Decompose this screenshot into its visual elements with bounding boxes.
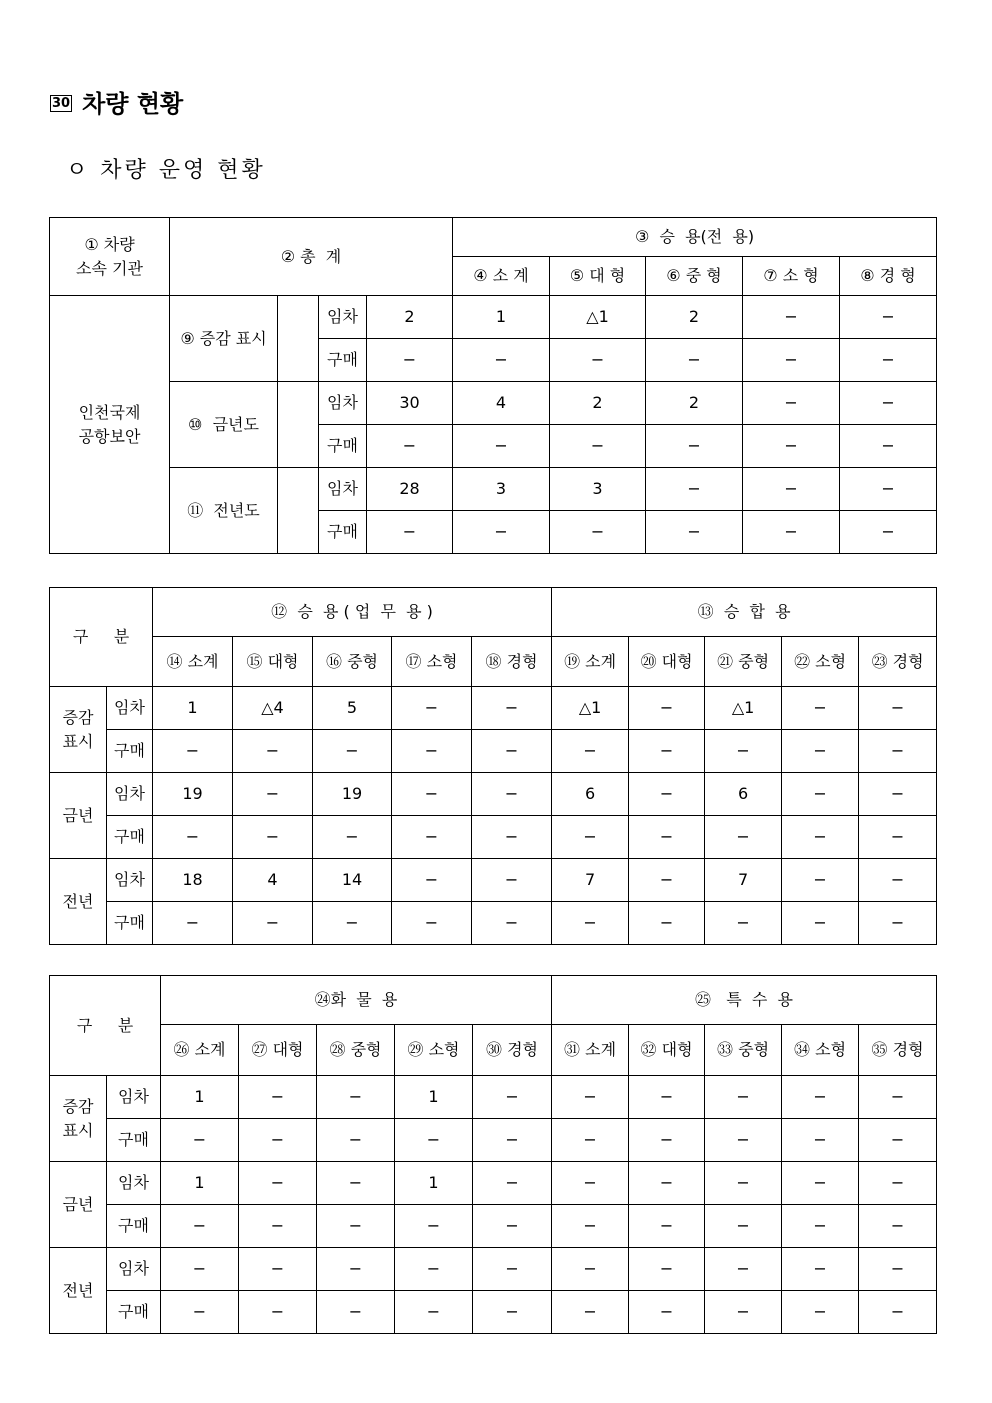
group-label: ⑩ 금년도 [170, 382, 278, 468]
value-cell: − [472, 816, 552, 859]
blank-cell [278, 382, 319, 468]
value-cell: − [473, 1119, 552, 1162]
value-cell: − [392, 773, 472, 816]
value-cell: − [743, 511, 840, 554]
sub-header: ㉘ 중형 [317, 1025, 395, 1076]
row-type: 임차 [107, 773, 153, 816]
value-cell: − [782, 859, 859, 902]
value-cell: − [859, 1162, 937, 1205]
value-cell: − [392, 816, 472, 859]
table-row [50, 382, 937, 425]
value-cell: − [313, 816, 392, 859]
value-cell: 3 [550, 468, 646, 511]
total-value: 28 [367, 468, 453, 511]
value-cell: − [743, 468, 840, 511]
value-cell: − [473, 1248, 552, 1291]
value-cell: − [395, 1119, 473, 1162]
sub-header: ⑭ 소계 [153, 637, 233, 687]
value-cell: − [705, 1291, 782, 1334]
sub-header: ⑮ 대형 [233, 637, 313, 687]
value-cell: − [317, 1291, 395, 1334]
sub-header: ⑥ 중 형 [646, 257, 743, 296]
sub-header: ⑧ 경 형 [840, 257, 937, 296]
table-row [50, 902, 937, 945]
value-cell: − [472, 902, 552, 945]
value-cell: − [233, 902, 313, 945]
value-cell: − [153, 730, 233, 773]
value-cell: − [840, 382, 937, 425]
sub-header: ㉖ 소계 [161, 1025, 239, 1076]
row-type: 임차 [319, 296, 367, 339]
value-cell: − [317, 1205, 395, 1248]
value-cell: − [705, 1076, 782, 1119]
value-cell: − [317, 1162, 395, 1205]
value-cell: − [743, 382, 840, 425]
value-cell: − [859, 730, 937, 773]
division-header: 구 분 [50, 588, 153, 687]
value-cell: − [782, 730, 859, 773]
value-cell: − [629, 730, 705, 773]
value-cell: − [859, 1119, 937, 1162]
table-row [50, 1248, 937, 1291]
value-cell: − [705, 1205, 782, 1248]
sub-header: ㉗ 대형 [239, 1025, 317, 1076]
value-cell: − [629, 1119, 705, 1162]
value-cell: − [153, 902, 233, 945]
value-cell: − [472, 859, 552, 902]
value-cell: − [313, 730, 392, 773]
value-cell: − [317, 1248, 395, 1291]
value-cell: △1 [705, 687, 782, 730]
row-type: 구매 [319, 425, 367, 468]
value-cell: − [782, 1248, 859, 1291]
sub-header: ㉙ 소형 [395, 1025, 473, 1076]
value-cell: − [552, 1119, 629, 1162]
row-type: 임차 [107, 1076, 161, 1119]
group-label: 전년 [50, 1248, 107, 1334]
sub-header: ⑱ 경형 [472, 637, 552, 687]
value-cell: − [552, 1076, 629, 1119]
table-row [50, 1205, 937, 1248]
value-cell: − [472, 730, 552, 773]
subtitle: ㅇ 차량 운영 현황 [66, 158, 266, 183]
agency-header: ① 차량 소속 기관 [50, 218, 170, 296]
value-cell: − [313, 902, 392, 945]
value-cell: − [473, 1076, 552, 1119]
value-cell: − [472, 773, 552, 816]
value-cell: − [840, 339, 937, 382]
row-type: 임차 [107, 1162, 161, 1205]
value-cell: − [629, 687, 705, 730]
value-cell: − [453, 425, 550, 468]
value-cell: − [705, 1162, 782, 1205]
value-cell: − [453, 339, 550, 382]
value-cell: − [392, 859, 472, 902]
value-cell: − [859, 902, 937, 945]
sub-header: ㉒ 소형 [782, 637, 859, 687]
row-type: 임차 [319, 468, 367, 511]
sub-header: ㉚ 경형 [473, 1025, 552, 1076]
value-cell: 1 [395, 1162, 473, 1205]
value-cell: 14 [313, 859, 392, 902]
value-cell: − [472, 687, 552, 730]
value-cell: − [782, 1162, 859, 1205]
value-cell: − [552, 816, 629, 859]
table-row [50, 1076, 937, 1119]
section-number: 30 [52, 95, 71, 111]
value-cell: − [239, 1119, 317, 1162]
vehicle-operation-table [49, 217, 937, 554]
value-cell: − [859, 859, 937, 902]
table-row [50, 687, 937, 730]
value-cell: 19 [153, 773, 233, 816]
value-cell: − [392, 687, 472, 730]
sub-header: ⑳ 대형 [629, 637, 705, 687]
sub-header: ⑦ 소 형 [743, 257, 840, 296]
value-cell: − [782, 816, 859, 859]
table-row [50, 1291, 937, 1334]
value-cell: − [705, 1248, 782, 1291]
group-label: ⑪ 전년도 [170, 468, 278, 554]
value-cell: − [629, 773, 705, 816]
value-cell: − [233, 773, 313, 816]
total-value: − [367, 339, 453, 382]
value-cell: − [782, 902, 859, 945]
value-cell: − [239, 1205, 317, 1248]
total-value: 30 [367, 382, 453, 425]
division-header: 구 분 [50, 976, 161, 1076]
sub-header: ㉞ 소형 [782, 1025, 859, 1076]
value-cell: 2 [646, 296, 743, 339]
sub-header: ⑲ 소계 [552, 637, 629, 687]
value-cell: 7 [552, 859, 629, 902]
value-cell: − [859, 1248, 937, 1291]
value-cell: − [161, 1291, 239, 1334]
value-cell: − [239, 1162, 317, 1205]
table-row [50, 468, 937, 511]
group-label: 전년 [50, 859, 107, 945]
group-label: 금년 [50, 1162, 107, 1248]
value-cell: − [552, 1248, 629, 1291]
value-cell: − [550, 425, 646, 468]
row-type: 구매 [107, 902, 153, 945]
group-label: 증감 표시 [50, 687, 107, 773]
special-header: ㉕ 특 수 용 [552, 976, 937, 1025]
value-cell: − [840, 511, 937, 554]
value-cell: − [550, 339, 646, 382]
value-cell: − [317, 1119, 395, 1162]
value-cell: − [782, 1119, 859, 1162]
sub-header: ⑤ 대 형 [550, 257, 646, 296]
value-cell: 4 [453, 382, 550, 425]
value-cell: − [782, 1291, 859, 1334]
passenger-vehicle-table [49, 587, 937, 945]
business-passenger-header: ⑫ 승 용 ( 업 무 용 ) [153, 588, 552, 637]
table-row [50, 773, 937, 816]
row-type: 구매 [107, 1119, 161, 1162]
value-cell: 4 [233, 859, 313, 902]
row-type: 구매 [319, 511, 367, 554]
van-header: ⑬ 승 합 용 [552, 588, 937, 637]
row-type: 구매 [319, 339, 367, 382]
value-cell: − [395, 1291, 473, 1334]
value-cell: − [840, 425, 937, 468]
sub-header: ㉛ 소계 [552, 1025, 629, 1076]
value-cell: − [552, 1291, 629, 1334]
value-cell: − [646, 425, 743, 468]
total-header: ② 총 계 [170, 218, 453, 296]
sub-header: ⑯ 중형 [313, 637, 392, 687]
section-title-text: 차량 현황 [82, 90, 184, 118]
value-cell: − [629, 1291, 705, 1334]
value-cell: − [550, 511, 646, 554]
value-cell: − [782, 1205, 859, 1248]
value-cell: − [395, 1248, 473, 1291]
group-label: ⑨ 증감 표시 [170, 296, 278, 382]
value-cell: − [859, 687, 937, 730]
value-cell: − [552, 730, 629, 773]
value-cell: 18 [153, 859, 233, 902]
value-cell: − [453, 511, 550, 554]
sub-header: ㉝ 중형 [705, 1025, 782, 1076]
value-cell: 2 [646, 382, 743, 425]
row-type: 임차 [107, 1248, 161, 1291]
value-cell: − [552, 1205, 629, 1248]
value-cell: − [629, 816, 705, 859]
value-cell: △1 [552, 687, 629, 730]
row-type: 임차 [319, 382, 367, 425]
value-cell: − [705, 1119, 782, 1162]
value-cell: − [743, 425, 840, 468]
value-cell: − [859, 773, 937, 816]
table-row [50, 859, 937, 902]
value-cell: − [473, 1162, 552, 1205]
value-cell: − [646, 339, 743, 382]
value-cell: − [629, 1076, 705, 1119]
value-cell: − [743, 339, 840, 382]
value-cell: − [153, 816, 233, 859]
value-cell: − [161, 1205, 239, 1248]
truck-special-vehicle-table [49, 975, 937, 1334]
value-cell: − [233, 730, 313, 773]
blank-cell [278, 296, 319, 382]
value-cell: − [473, 1205, 552, 1248]
table-row [50, 1162, 937, 1205]
value-cell: − [239, 1076, 317, 1119]
value-cell: − [782, 773, 859, 816]
value-cell: − [782, 1076, 859, 1119]
value-cell: 1 [161, 1076, 239, 1119]
value-cell: △4 [233, 687, 313, 730]
value-cell: 1 [153, 687, 233, 730]
value-cell: △1 [550, 296, 646, 339]
value-cell: − [646, 511, 743, 554]
sub-header: ㉓ 경형 [859, 637, 937, 687]
row-type: 구매 [107, 730, 153, 773]
blank-cell [278, 468, 319, 554]
value-cell: − [705, 816, 782, 859]
value-cell: − [705, 902, 782, 945]
value-cell: − [317, 1076, 395, 1119]
sub-header: ⑰ 소형 [392, 637, 472, 687]
value-cell: − [392, 902, 472, 945]
section-title [50, 84, 183, 119]
row-type: 임차 [107, 687, 153, 730]
value-cell: − [233, 816, 313, 859]
value-cell: − [840, 468, 937, 511]
value-cell: 1 [161, 1162, 239, 1205]
table-row [50, 1119, 937, 1162]
sub-header: ㉜ 대형 [629, 1025, 705, 1076]
table-row [50, 296, 937, 339]
sub-header: ㉟ 경형 [859, 1025, 937, 1076]
value-cell: 3 [453, 468, 550, 511]
agency-name: 인천국제 공항보안 [50, 296, 170, 554]
value-cell: − [646, 468, 743, 511]
value-cell: 1 [395, 1076, 473, 1119]
value-cell: − [629, 1205, 705, 1248]
truck-header: ㉔화 물 용 [161, 976, 552, 1025]
value-cell: − [161, 1248, 239, 1291]
value-cell: − [629, 902, 705, 945]
total-value: 2 [367, 296, 453, 339]
row-type: 구매 [107, 1205, 161, 1248]
value-cell: 19 [313, 773, 392, 816]
value-cell: − [629, 1162, 705, 1205]
value-cell: − [782, 687, 859, 730]
value-cell: − [395, 1205, 473, 1248]
value-cell: − [859, 1291, 937, 1334]
value-cell: − [859, 1076, 937, 1119]
value-cell: 6 [552, 773, 629, 816]
value-cell: − [859, 816, 937, 859]
value-cell: − [239, 1291, 317, 1334]
passenger-header: ③ 승 용(전 용) [453, 218, 937, 257]
total-value: − [367, 425, 453, 468]
total-value: − [367, 511, 453, 554]
value-cell: − [743, 296, 840, 339]
value-cell: − [161, 1119, 239, 1162]
value-cell: 1 [453, 296, 550, 339]
value-cell: − [705, 730, 782, 773]
table-row [50, 816, 937, 859]
group-label: 금년 [50, 773, 107, 859]
row-type: 구매 [107, 1291, 161, 1334]
value-cell: − [239, 1248, 317, 1291]
value-cell: − [629, 1248, 705, 1291]
sub-header: ④ 소 계 [453, 257, 550, 296]
table-row [50, 730, 937, 773]
row-type: 구매 [107, 816, 153, 859]
group-label: 증감 표시 [50, 1076, 107, 1162]
value-cell: − [840, 296, 937, 339]
value-cell: − [552, 902, 629, 945]
value-cell: 5 [313, 687, 392, 730]
row-type: 임차 [107, 859, 153, 902]
value-cell: − [629, 859, 705, 902]
value-cell: − [473, 1291, 552, 1334]
value-cell: 6 [705, 773, 782, 816]
value-cell: − [392, 730, 472, 773]
value-cell: 7 [705, 859, 782, 902]
sub-header: ㉑ 중형 [705, 637, 782, 687]
value-cell: − [859, 1205, 937, 1248]
value-cell: − [552, 1162, 629, 1205]
value-cell: 2 [550, 382, 646, 425]
